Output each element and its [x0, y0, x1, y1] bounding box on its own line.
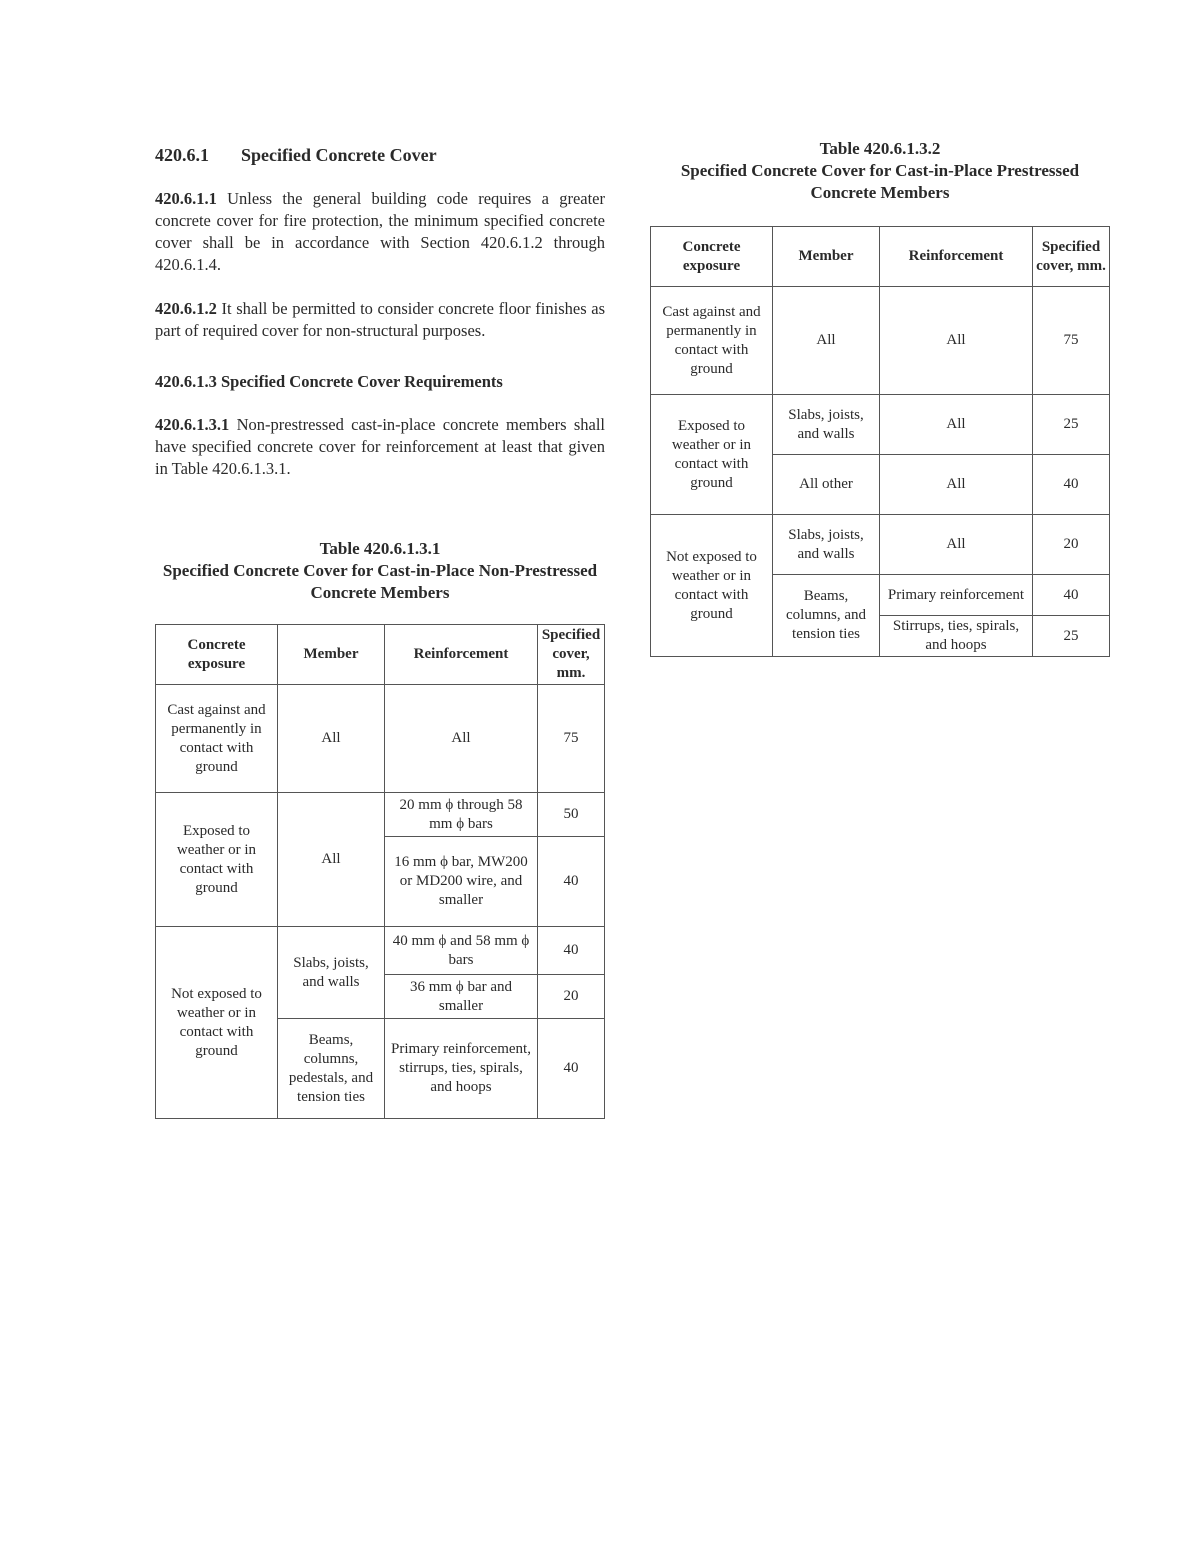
table-cell: All	[278, 685, 385, 793]
table-cell: 20	[1033, 515, 1110, 575]
table-2-subtitle: Specified Concrete Cover for Cast-in-Place Prestressed Concrete Members	[680, 161, 1080, 202]
t1-header-member: Member	[278, 625, 385, 685]
table-cell: Exposed to weather or in contact with ground	[156, 793, 278, 927]
section-title: Specified Concrete Cover	[241, 145, 437, 165]
paragraph-3-text: Non-prestressed cast-in-place concrete members shall have specified concrete cover for reinforcement at least that given in Table 420.6.1.3.1.	[155, 415, 606, 478]
paragraph-2	[155, 298, 605, 342]
table-cell: Beams, columns, pedestals, and tension ties	[278, 1019, 385, 1119]
t1-header-reinforcement: Reinforcement	[385, 625, 538, 685]
table-cell: Primary reinforcement	[880, 575, 1033, 616]
table-cell: All	[880, 455, 1033, 515]
subsection-number: 420.6.1.3	[155, 372, 217, 391]
t2-header-cover: Specified cover, mm.	[1033, 227, 1110, 287]
table-cell: 40	[1033, 455, 1110, 515]
t2-header-exposure: Concrete exposure	[651, 227, 773, 287]
table-cell: Not exposed to weather or in contact with ground	[651, 515, 773, 657]
section-number: 420.6.1	[155, 145, 209, 165]
table-1-title: Table 420.6.1.3.1	[319, 539, 441, 558]
table-cell: 40	[1033, 575, 1110, 616]
table-cell: Slabs, joists, and walls	[773, 395, 880, 455]
paragraph-2-number: 420.6.1.2	[155, 299, 217, 318]
table-cell: 75	[1033, 287, 1110, 395]
t1-header-cover: Specified cover, mm.	[538, 625, 605, 685]
table-cell: All	[880, 287, 1033, 395]
t2-header-member: Member	[773, 227, 880, 287]
table-cell: All	[278, 793, 385, 927]
table-cell: 75	[538, 685, 605, 793]
table-cell: All	[773, 287, 880, 395]
table-1	[155, 624, 605, 1119]
subsection-heading	[155, 372, 605, 392]
table-cell: 40	[538, 927, 605, 975]
table-cell: 40 mm ϕ and 58 mm ϕ bars	[385, 927, 538, 975]
subsection-title: Specified Concrete Cover Requirements	[221, 372, 503, 391]
table-cell: 25	[1033, 616, 1110, 657]
table-cell: All	[880, 395, 1033, 455]
table-1-subtitle: Specified Concrete Cover for Cast-in-Place Non-Prestressed Concrete Members	[162, 561, 598, 602]
table-cell: Slabs, joists, and walls	[278, 927, 385, 1019]
paragraph-1	[155, 188, 605, 276]
table-cell: Beams, columns, and tension ties	[773, 575, 880, 657]
table-cell: Stirrups, ties, spirals, and hoops	[880, 616, 1033, 657]
paragraph-1-number: 420.6.1.1	[155, 189, 217, 208]
paragraph-2-text: It shall be permitted to consider concrete floor finishes as part of required cover for non-structural purposes.	[155, 299, 606, 340]
paragraph-3	[155, 414, 605, 480]
table-cell: 40	[538, 1019, 605, 1119]
table-cell: All other	[773, 455, 880, 515]
t1-header-exposure: Concrete exposure	[156, 625, 278, 685]
table-cell: Cast against and permanently in contact with ground	[156, 685, 278, 793]
table-2	[650, 226, 1110, 657]
table-2-caption	[650, 138, 1110, 204]
paragraph-3-number: 420.6.1.3.1	[155, 415, 230, 434]
table-cell: All	[880, 515, 1033, 575]
left-column	[155, 145, 605, 1119]
paragraph-1-text: Unless the general building code requires a greater concrete cover for fire protection, the minimum specified concrete cover shall be in accordance with Section 420.6.1.2 through 420.6.1.4.	[155, 189, 605, 274]
section-heading	[155, 145, 605, 166]
table-cell: 50	[538, 793, 605, 837]
table-cell: 25	[1033, 395, 1110, 455]
table-cell: 36 mm ϕ bar and smaller	[385, 975, 538, 1019]
table-cell: Slabs, joists, and walls	[773, 515, 880, 575]
table-cell: 20	[538, 975, 605, 1019]
table-cell: 20 mm ϕ through 58 mm ϕ bars	[385, 793, 538, 837]
table-cell: Cast against and permanently in contact with ground	[651, 287, 773, 395]
table-2-title: Table 420.6.1.3.2	[819, 139, 941, 158]
table-cell: Not exposed to weather or in contact with ground	[156, 927, 278, 1119]
table-1-caption	[155, 538, 605, 604]
table-cell: Exposed to weather or in contact with ground	[651, 395, 773, 515]
table-cell: 16 mm ϕ bar, MW200 or MD200 wire, and smaller	[385, 837, 538, 927]
t2-header-reinforcement: Reinforcement	[880, 227, 1033, 287]
table-cell: 40	[538, 837, 605, 927]
table-cell: All	[385, 685, 538, 793]
right-column	[650, 138, 1110, 657]
table-cell: Primary reinforcement, stirrups, ties, spirals, and hoops	[385, 1019, 538, 1119]
